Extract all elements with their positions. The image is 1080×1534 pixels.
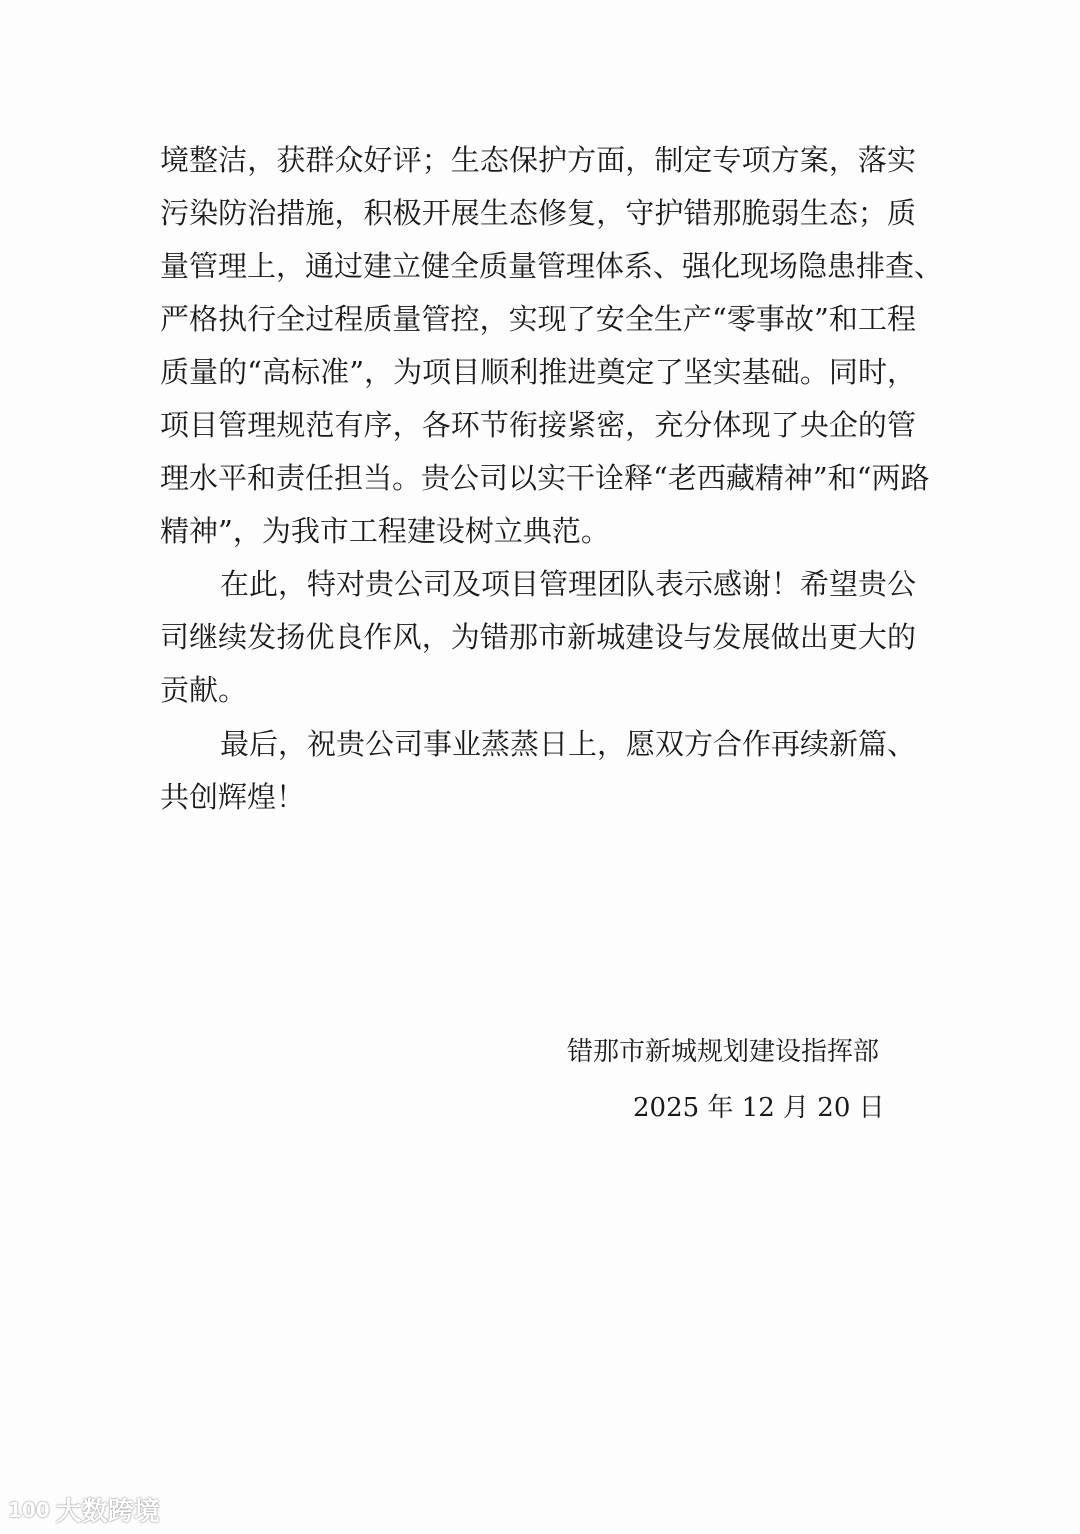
body-line: 贡献。: [160, 673, 248, 707]
body-line: 严格执行全过程质量管控，实现了安全生产“零事故”和工程: [160, 302, 916, 336]
body-line: 精神”，为我市工程建设树立典范。: [160, 514, 610, 548]
body-line: 境整洁，获群众好评；生态保护方面，制定专项方案，落实: [160, 143, 916, 177]
body-line: 污染防治措施，积极开展生态修复，守护错那脆弱生态；质: [160, 196, 916, 230]
body-line: 在此，特对贵公司及项目管理团队表示感谢！希望贵公: [220, 567, 917, 601]
body-line: 质量的“高标准”，为项目顺利推进奠定了坚实基础。同时，: [160, 355, 916, 389]
body-line: 项目管理规范有序，各环节衔接紧密，充分体现了央企的管: [160, 408, 916, 442]
body-line: 最后，祝贵公司事业蒸蒸日上，愿双方合作再续新篇、: [220, 727, 917, 761]
signature-org: 错那市新城规划建设指挥部: [567, 1037, 880, 1067]
watermark-text: 大数跨境: [55, 1497, 160, 1527]
watermark: [8, 1491, 160, 1528]
body-line: 理水平和责任担当。贵公司以实干诠释“老西藏精神”和“两路: [160, 461, 930, 495]
body-line: 司继续发扬优良作风，为错那市新城建设与发展做出更大的: [160, 620, 916, 654]
body-line: 量管理上，通过建立健全质量管理体系、强化现场隐患排查、: [160, 249, 944, 283]
watermark-logo-icon: 100: [8, 1497, 50, 1522]
signature-date: 2025 年 12 月 20 日: [633, 1093, 885, 1123]
body-line: 共创辉煌！: [160, 780, 306, 814]
